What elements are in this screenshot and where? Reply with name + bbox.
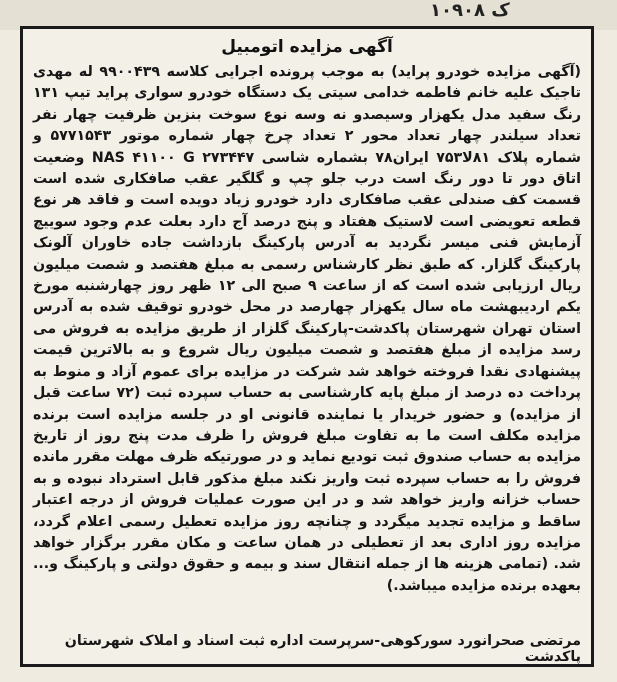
previous-article-fragment: ک ۱۰۹۰۸	[430, 0, 510, 21]
notice-signature: مرتضی صحرانورد سورکوهی-سرپرست اداره ثبت اسناد و املاک شهرستان پاکدشت	[64, 633, 581, 665]
auction-notice-box	[20, 26, 594, 667]
notice-body: (آگهی مزایده خودرو پراید) به موجب پرونده اجرایی کلاسه ۹۹۰۰۴۳۹ له مهدی تاجیک علیه خانم فاطمه خدامی سیتی یک دستگاه خودرو سواری پراید تیپ ۱۳۱ رنگ سفید مدل یکهزار وسیصدو نه وسه نوع سوخت بنزین ظرفیت چهار نفر تعداد سیلندر چهار تعداد محور ۲ تعداد چرخ چهار شماره موتور ۵۷۷۱۵۴۳ و شماره پلاک ۸۱لا۷۵۳ ایران۷۸ بشماره شاسی NAS ۴۱۱۰۰ G ۲۷۳۴۴۷ وضعیت اتاق دور تا دور رنگ است درب جلو چپ و گلگیر عقب صافکاری شده است قسمت کف صندلی عقب صافکاری دارد خودرو زیاد دویده است و فاقد هر نوع قطعه تعویضی است لاستیک هفتاد و پنج درصد آج دارد بعلت عدم وجود سوییچ آزمایش فنی میسر نگردید به آدرس پارکینگ بازداشت جاده خاوران آلونک پارکینگ گلزار. که طبق نظر کارشناس رسمی به مبلغ هفتصد و شصت میلیون ریال ارزیابی شده است که از ساعت ۹ صبح الی ۱۲ ظهر روز چهارشنبه مورخ یکم اردیبهشت ماه سال یکهزار چهارصد در محل خودرو توقیف شده به آدرس استان تهران شهرستان پاکدشت-پارکینگ گلزار از طریق مزایده به فروش می رسد مزایده از مبلغ هفتصد و شصت میلیون ریال شروع و به بالاترین قیمت پیشنهادی نقدا فروخته خواهد شد شرکت در مزایده برای عموم آزاد و منوط به پرداخت ده درصد از مبلغ پایه کارشناسی به حساب سپرده ثبت (۷۲ ساعت قبل از مزایده) و حضور خریدار یا نماینده قانونی او در جلسه مزایده است برنده مزایده مکلف است ما به تفاوت مبلغ فروش را ظرف مدت پنج روز از تاریخ مزایده به حساب صندوق ثبت تودیع نماید و در صورتیکه ظرف مهلت مقرر مانده فروش را به حساب سپرده ثبت واریز نکند مبلغ مذکور قابل استرداد نبوده و به حساب خزانه واریز خواهد شد و در این صورت عملیات فروش از درجه اعتبار ساقط و مزایده تجدید میگردد و چنانچه روز مزایده تعطیل رسمی اعلام گردد، مزایده روز اداری بعد از تعطیلی در همان ساعت و مکان مقرر برگزار خواهد شد. (تمامی هزینه ها از جمله انتقال سند و بیمه و حقوق دولتی و پارکینگ و... بعهده برنده مزایده میباشد.)	[33, 64, 581, 594]
notice-title: آگهی مزایده اتومبیل	[221, 37, 393, 57]
